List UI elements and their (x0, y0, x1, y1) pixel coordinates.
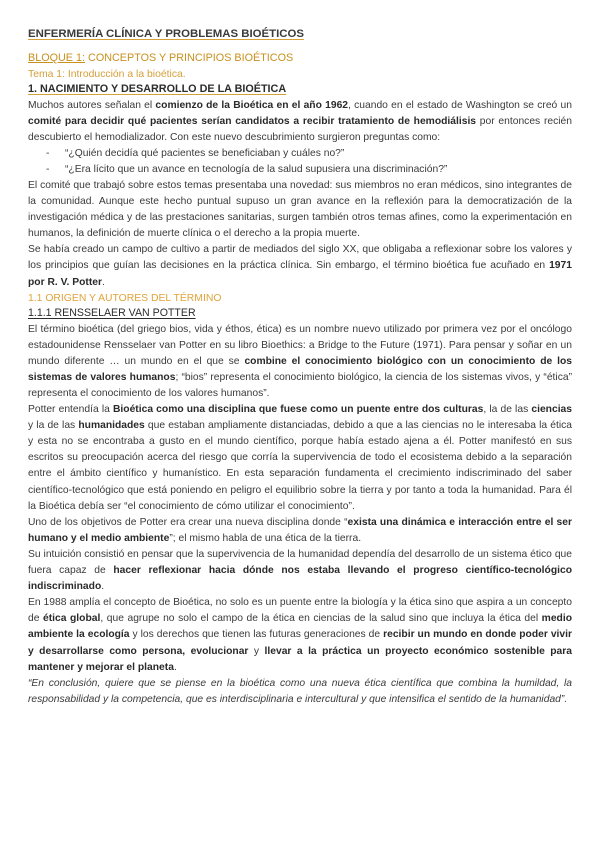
text: ; “bios” representa el conocimiento biológico, la ciencia de los sistemas vivos, y “ética” representa el conocimiento de los valores humanos”. (28, 371, 572, 399)
bold-text: llevar a la práctica un proyecto económico sostenible para mantener y mejorar el planeta (28, 645, 573, 673)
paragraph-8 (28, 595, 572, 675)
text: El término bioética (del griego bios, vida y éthos, ética) es un nombre nuevo utilizado por primera vez por el oncólogo estadounidense Rensselaer van Potter en su libro Bioethics: a Bridge to the Future (1971). Para pensar y soñar en un mundo diferente … un mundo en el que se (28, 323, 572, 367)
section-heading: 1. NACIMIENTO Y DESARROLLO DE LA BIOÉTICA (28, 83, 287, 95)
paragraph-3 (28, 242, 572, 290)
text: Su intuición consistió en pensar que la supervivencia de la humanidad dependía del desarrollo de un sistema ético que fuera capaz de (28, 548, 572, 577)
text: , que agrupe no solo el campo de la ética en ciencias de la salud sino que incluya la ética del (100, 613, 542, 625)
block-heading (28, 51, 572, 67)
list-item: - “¿Era lícito que un avance en tecnología de la salud supusiera una discriminación?” (46, 162, 572, 178)
subsection-heading: 1.1 ORIGEN Y AUTORES DEL TÉRMINO (28, 292, 222, 304)
bold-text: medio ambiente la ecología (28, 613, 572, 641)
paragraph-4 (28, 322, 572, 402)
text: y la de las (28, 420, 79, 432)
text: En 1988 amplía el concepto de Bioética, no solo es un puente entre la biología y la ética sino que aspira a un concepto de (28, 597, 572, 625)
text: . (101, 581, 105, 593)
bold-text: ética global (43, 613, 101, 625)
text: y los derechos que tienen las futuras generaciones de (129, 629, 384, 641)
text: por entonces recién descubierto el hemodializador. Con este nuevo descubrimiento surgieron preguntas como: (28, 115, 572, 143)
text: , cuando en el estado de Washington se creó un (348, 99, 572, 111)
text: y (248, 645, 265, 657)
text: que estaban ampliamente distanciadas, debido a que a las ciencias no le interesaba la ética y esta no se encontraba a gusto en el mundo científico, porque había estado ajena a él. Potter manifestó en sus escritos su preocupación acerca del riesgo que corría la supervivencia de todo el ecosistema debido a la separación entre el ámbito científico y humanístico. En esta separación fundamenta el crecimiento indiscriminado del saber científico-tecnológico que está poniendo en peligro el equilibrio sobre la tierra y por tanto a toda la humanidad. Para él la Bioética debía ser “el conocimiento de cómo utilizar el conocimiento”. (28, 420, 572, 512)
paragraph-7 (28, 547, 572, 595)
text: , la de las (483, 404, 532, 416)
paragraph-1 (28, 98, 572, 146)
paragraph-5 (28, 402, 572, 515)
conclusion-quote: “En conclusión, quiere que se piense en la bioética como una nueva ética científica que combina la humildad, la responsabilidad y la competencia, que es interdisciplinaria e intercultural y que intensifica el sentido de la humanidad”. (28, 677, 572, 705)
list-item: - “¿Quién decidía qué pacientes se beneficiaban y cuáles no?” (46, 146, 572, 162)
document-title: ENFERMERÍA CLÍNICA Y PROBLEMAS BIOÉTICOS (28, 28, 304, 40)
text: Uno de los objetivos de Potter era crear una nueva disciplina donde “ (28, 516, 348, 528)
paragraph-6 (28, 515, 572, 547)
text: . (102, 276, 105, 288)
bold-text: ciencias (531, 404, 573, 416)
bold-text: 1971 por R. V. Potter (28, 260, 572, 288)
bold-text: recibir un mundo en donde poder vivir y desarrollarse como persona, evolucionar (28, 629, 572, 657)
block-title: CONCEPTOS Y PRINCIPIOS BIOÉTICOS (85, 52, 294, 64)
bold-text: humanidades (78, 420, 145, 432)
text: Se había creado un campo de cultivo a partir de mediados del siglo XX, que obligaba a reflexionar sobre los valores y los principios que guían las decisiones en la práctica clínica. Sin embargo, el término bioética fue acuñado en (28, 244, 572, 272)
text: Muchos autores señalan el (28, 99, 156, 111)
bold-text: exista una dinámica e interacción entre el ser humano y el medio ambiente (28, 516, 572, 544)
subsubsection-heading: 1.1.1 RENSSELAER VAN POTTER (28, 307, 196, 320)
text: . (173, 661, 177, 673)
text: Potter entendía la (28, 404, 113, 416)
bold-text: combine el conocimiento biológico con un conocimiento de los sistemas de valores humanos (28, 355, 572, 383)
bold-text: hacer reflexionar hacia dónde nos estaba llevando el progreso científico-tecnológico indiscriminado (28, 565, 573, 593)
block-number: BLOQUE 1: (28, 52, 86, 64)
paragraph-2: El comité que trabajó sobre estos temas presentaba una novedad: sus miembros no eran médicos, sino integrantes de la comunidad. Aunque este hecho puntual supuso un gran avance en la reflexión para la democratización de la investigación médica y de las prestaciones sanitarias, surgen también otros temas afines, como la experimentación en humanos, la definición de muerte clínica o el derecho a la propia muerte. (28, 179, 572, 240)
bold-text: comité para decidir qué pacientes serían candidatos a recibir tratamiento de hemodiálisis (28, 115, 477, 127)
bold-text: Bioética como una disciplina que fuese como un puente entre dos culturas (112, 404, 484, 416)
bold-text: comienzo de la Bioética en el año 1962 (155, 99, 349, 111)
text: ”; el mismo habla de una ética de la tierra. (169, 532, 362, 544)
topic-heading: Tema 1: Introducción a la bioética. (28, 68, 186, 80)
question-list (28, 146, 572, 178)
